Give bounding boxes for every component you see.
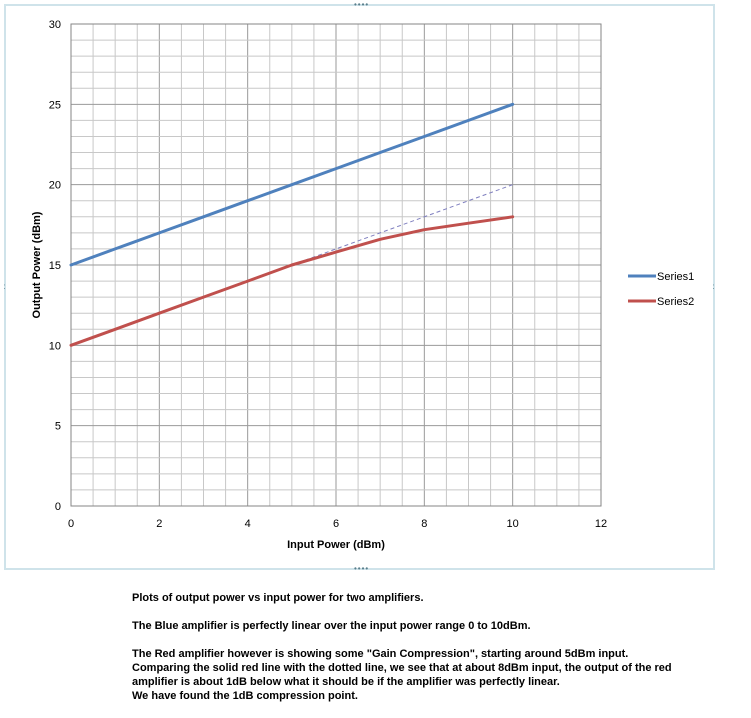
note-line-1: Plots of output power vs input power for two amplifiers. [132, 592, 424, 604]
resize-handle-bottom[interactable]: •••• [354, 564, 370, 573]
y-tick-label: 0 [54, 501, 61, 513]
y-tick-label: 20 [48, 179, 61, 192]
resize-handle-top[interactable]: •••• [354, 0, 370, 9]
y-tick-label: 25 [48, 99, 61, 112]
grid [71, 24, 601, 506]
y-tick-labels [49, 19, 61, 513]
x-tick-label: 12 [594, 518, 608, 530]
y-tick-label: 15 [48, 260, 61, 272]
x-tick-label: 0 [67, 518, 75, 530]
legend [628, 271, 694, 308]
note-line-3: The Red amplifier however is showing some "Gain Compression", starting around 5dBm input. [132, 648, 629, 660]
legend-label: Series2 [657, 296, 695, 308]
x-tick-label: 4 [244, 518, 251, 530]
x-tick-label: 6 [332, 518, 340, 530]
y-tick-label: 5 [54, 420, 61, 433]
resize-handle-left[interactable]: : [3, 282, 7, 291]
x-tick-label: 2 [156, 518, 163, 530]
note-line-2: The Blue amplifier is perfectly linear over the input power range 0 to 10dBm. [132, 620, 531, 632]
x-tick-label: 8 [421, 518, 428, 530]
note-line-6: We have found the 1dB compression point. [132, 690, 358, 702]
legend-label: Series1 [657, 271, 695, 283]
y-axis-label: Output Power (dBm) [31, 211, 43, 319]
note-line-4: Comparing the solid red line with the dotted line, we see that at about 8dBm input, the output of the red [132, 662, 672, 674]
x-tick-label: 10 [506, 518, 519, 530]
resize-handle-right[interactable]: : [712, 282, 716, 291]
y-tick-label: 30 [48, 19, 61, 31]
x-axis-label: Input Power (dBm) [287, 539, 385, 551]
note-line-5: amplifier is about 1dB below what it should be if the amplifier was perfectly linear. [132, 676, 560, 688]
x-tick-labels [68, 518, 607, 530]
y-tick-label: 10 [48, 340, 61, 353]
